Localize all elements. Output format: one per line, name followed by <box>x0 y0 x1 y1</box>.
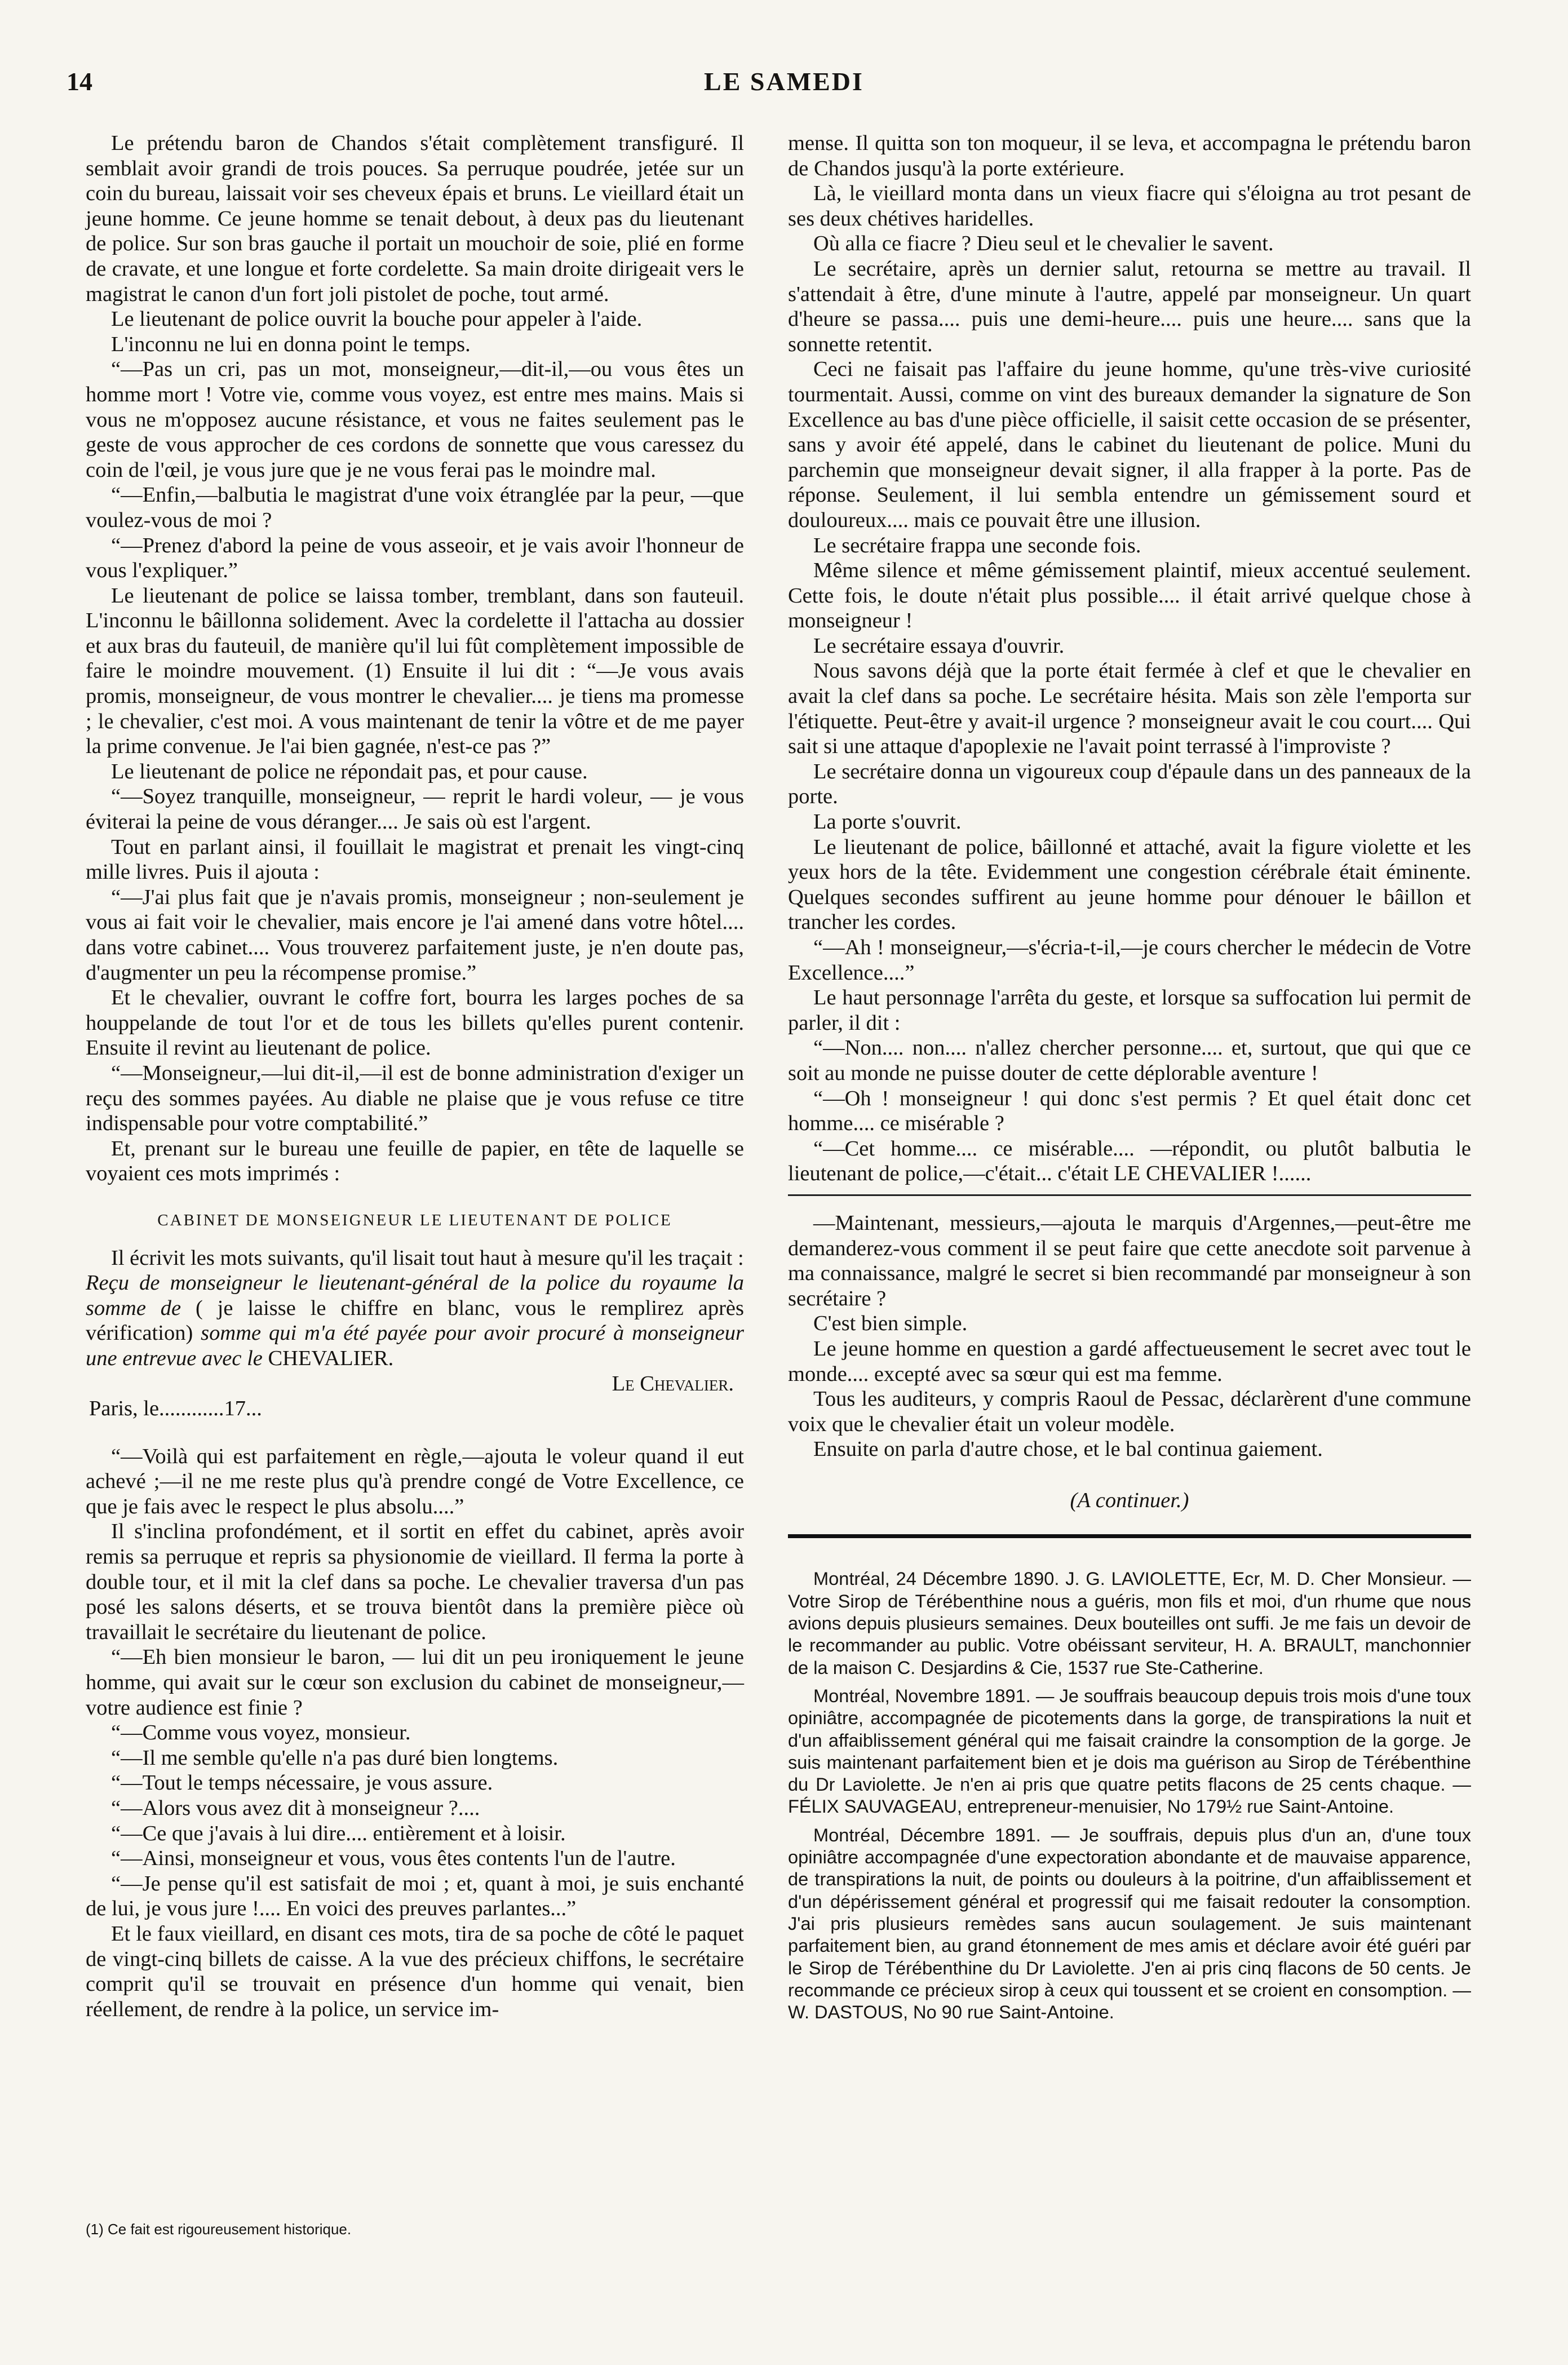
paragraph: L'inconnu ne lui en donna point le temps. <box>111 332 471 356</box>
paragraph: “—Tout le temps nécessaire, je vous assure. <box>111 1771 493 1795</box>
testimonial-ad: Montréal, Décembre 1891. — Je souffrais, depuis plus d'un an, d'une toux opiniâtre accompagnée d'une expectoration abondante et de mauvaise apparence, de transpirations la nuit, de points ou douleurs à la poitrine, d'un affaiblissement et d'un dépérissement général et progressif qui me faisait redouter la consomption. J'ai pris plusieurs remèdes sans aucun soulagement. Je suis maintenant parfaitement bien, au grand étonnement de mes amis et déclare avoir été guéri par le Sirop de Térébenthine du Dr Laviolette. J'en ai pris cinq flacons de 50 cents. Je recommande ce précieux sirop à ceux qui toussent et se croient en consomption. — W. DASTOUS, No 90 rue Saint-Antoine. <box>788 1824 1471 2023</box>
paragraph: Le haut personnage l'arrêta du geste, et lorsque sa suffocation lui permit de parler, il dit : <box>788 986 1471 1035</box>
paragraph: “—Eh bien monsieur le baron, — lui dit un peu ironiquement le jeune homme, qui avait sur le cœur son exclusion du cabinet de monseigneur,—votre audience est finie ? <box>86 1645 744 1720</box>
paragraph: Le secrétaire donna un vigoureux coup d'épaule dans un des panneaux de la porte. <box>788 759 1471 809</box>
testimonial-ad: Montréal, Novembre 1891. — Je souffrais beaucoup depuis trois mois d'une toux opiniâtre, accompagnée de picotements dans la gorge, de transpirations la nuit et d'un affaiblissement général qui me faisait craindre la consomption de la gorge. Je suis maintenant parfaitement bien et je dois ma guérison au Sirop de Térébenthine du Dr Laviolette. Je n'en ai pris que quatre petits flacons de 25 cents chaque. — FÉLIX SAUVAGEAU, entrepreneur-menuisier, No 179½ rue Saint-Antoine. <box>788 1685 1471 1817</box>
receipt-text <box>86 1270 744 1371</box>
receipt-part-4: CHEVALIER. <box>262 1346 394 1370</box>
receipt-signature: Le Chevalier. <box>612 1371 734 1396</box>
paragraph: Tout en parlant ainsi, il fouillait le magistrat et prenait les vingt-cinq mille livres. Puis il ajouta : <box>86 835 744 884</box>
paragraph: Ceci ne faisait pas l'affaire du jeune homme, qu'une très-vive curiosité tourmentait. Aussi, comme on vint des bureaux demander la signature de Son Excellence au bas d'une pièce officielle, il saisit cette occasion de se présenter, sans y avoir été appelé, dans le cabinet du lieutenant de police. Muni du parchemin que monseigneur devait signer, il alla frapper à la porte. Pas de réponse. Seulement, il lui sembla entendre un gémissement sourd et douloureux.... mais ce pouvait être une illusion. <box>788 357 1471 532</box>
paragraph: “—Ah ! monseigneur,—s'écria-t-il,—je cours chercher le médecin de Votre Excellence....” <box>788 936 1471 985</box>
right-column <box>788 131 1471 2029</box>
paragraph: Nous savons déjà que la porte était fermée à clef et que le chevalier en avait la clef dans sa poche. Le secrétaire hésita. Mais son zèle l'emporta sur l'étiquette. Peut-être y avait-il urgence ? monseigneur avait le cou court.... Qui sait si une attaque d'apoplexie ne l'avait point terrassé à l'improviste ? <box>788 659 1471 759</box>
paragraph: Le prétendu baron de Chandos s'était complètement transfiguré. Il semblait avoir grandi de trois pouces. Sa perruque poudrée, jetée sur un coin du bureau, laissait voir ses cheveux épais et bruns. Le vieillard était un jeune homme. Ce jeune homme se tenait debout, à deux pas du lieutenant de police. Sur son bras gauche il portait un mouchoir de soie, plié en forme de cravate, et une longue et forte cordelette. Sa main droite dirigeait vers le magistrat le canon d'un fort joli pistolet de poche, tout armé. <box>86 131 744 306</box>
receipt-part-2: ( je laisse le chiffre en blanc, vous le remplirez après vérification) <box>86 1296 744 1345</box>
paragraph: “—Il me semble qu'elle n'a pas duré bien longtems. <box>111 1746 559 1770</box>
paragraph: —Maintenant, messieurs,—ajouta le marquis d'Argennes,—peut-être me demanderez-vous comment il se peut faire que cette anecdote soit parvenue à ma connaissance, malgré le secret si bien recommandé par monseigneur à son secrétaire ? <box>788 1211 1471 1310</box>
paragraph: Le jeune homme en question a gardé affectueusement le secret avec tout le monde.... excepté avec sa sœur qui est ma femme. <box>788 1336 1471 1386</box>
right-paragraphs-b <box>788 1211 1471 1462</box>
paragraph: “—Enfin,—balbutia le magistrat d'une voix étranglée par la peur, —que voulez-vous de moi ? <box>86 483 744 532</box>
paragraph: Le lieutenant de police ouvrit la bouche pour appeler à l'aide. <box>111 307 643 331</box>
paragraph: “—J'ai plus fait que je n'avais promis, monseigneur ; non-seulement je vous ai fait voir le chevalier, mais encore je l'ai amené dans votre hôtel.... dans votre cabinet.... Vous trouverez parfaitement juste, je n'en doute pas, d'augmenter un peu la récompense promise.” <box>86 885 744 985</box>
receipt-part-1: Reçu de monseigneur le lieutenant-général de la police du royaume la somme de <box>86 1271 744 1320</box>
paragraph: Même silence et même gémissement plaintif, mieux accentué seulement. Cette fois, le doute n'était plus possible.... il était arrivé quelque chose à monseigneur ! <box>788 559 1471 633</box>
paragraph: “—Ce que j'avais à lui dire.... entièrement et à loisir. <box>111 1821 566 1845</box>
paris-date-line: Paris, le............17... <box>89 1397 262 1421</box>
paragraph: Et, prenant sur le bureau une feuille de papier, en tête de laquelle se voyaient ces mots imprimés : <box>86 1136 744 1186</box>
paragraph: “—Je pense qu'il est satisfait de moi ; et, quant à moi, je suis enchanté de lui, je vous jure !.... En voici des preuves parlantes...” <box>86 1871 744 1921</box>
left-paragraphs-a <box>86 131 744 1186</box>
paragraph: “—Voilà qui est parfaitement en règle,—ajouta le voleur quand il eut achevé ;—il ne me reste plus qu'à prendre congé de Votre Excellence, ce que je fais avec le respect le plus absolu....” <box>86 1444 744 1518</box>
receipt-part-3: somme qui m'a été payée pour avoir procuré à monseigneur une entrevue avec le <box>86 1321 744 1370</box>
paragraph: “—Pas un cri, pas un mot, monseigneur,—dit-il,—ou vous êtes un homme mort ! Votre vie, comme vous voyez, est entre mes mains. Mais si vous ne m'opposez aucune résistance, et vous ne faites seulement pas le geste de vous approcher de ces cordons de sonnette que vous caressez du coin de l'œil, je vous jure que je ne vous ferai pas le moindre mal. <box>86 357 744 482</box>
paragraph: “—Cet homme.... ce misérable.... —répondit, ou plutôt balbutia le lieutenant de police,—c'était... c'était LE CHEVALIER !...... <box>788 1136 1471 1186</box>
paragraph: Le secrétaire frappa une seconde fois. <box>813 533 1141 557</box>
paragraph: Là, le vieillard monta dans un vieux fiacre qui s'éloigna au trot pesant de ses deux chétives haridelles. <box>788 181 1471 231</box>
paragraph: “—Non.... non.... n'allez chercher personne.... et, surtout, que qui que ce soit au monde ne puisse douter de cette déplorable aventure ! <box>788 1036 1471 1085</box>
page-number: 14 <box>67 67 92 96</box>
advertisement-divider <box>788 1534 1471 1538</box>
paragraph: Le secrétaire essaya d'ouvrir. <box>813 634 1065 658</box>
section-divider <box>788 1194 1471 1196</box>
paragraph: mense. Il quitta son ton moqueur, il se leva, et accompagna le prétendu baron de Chandos jusqu'à la porte extérieure. <box>788 131 1471 180</box>
paragraph: “—Monseigneur,—lui dit-il,—il est de bonne administration d'exiger un reçu des sommes payées. Au diable ne plaise que je vous refuse ce titre indispensable pour votre comptabilité.” <box>86 1061 744 1136</box>
paragraph: Où alla ce fiacre ? Dieu seul et le chevalier le savent. <box>813 232 1274 256</box>
cabinet-heading: CABINET DE MONSEIGNEUR LE LIEUTENANT DE POLICE <box>157 1211 672 1229</box>
page-title: LE SAMEDI <box>704 67 864 96</box>
to-be-continued: (A continuer.) <box>1070 1488 1189 1512</box>
right-paragraphs-a <box>788 131 1471 1186</box>
paragraph: Le secrétaire, après un dernier salut, retourna se mettre au travail. Il s'attendait à être, d'une minute à l'autre, appelé par monseigneur. Un quart d'heure se passa.... puis une demi-heure.... puis une heure.... sans que la sonnette retentit. <box>788 256 1471 356</box>
paragraph: “—Prenez d'abord la peine de vous asseoir, et je vais avoir l'honneur de vous l'expliquer.” <box>86 533 744 583</box>
left-paragraphs-b <box>86 1444 744 2022</box>
paragraph: Le lieutenant de police ne répondait pas, et pour cause. <box>111 759 588 783</box>
paragraph: “—Ainsi, monseigneur et vous, vous êtes contents l'un de l'autre. <box>111 1846 676 1871</box>
paragraph: La porte s'ouvrit. <box>813 810 962 834</box>
footnote: (1) Ce fait est rigoureusement historique. <box>86 2221 352 2238</box>
testimonial-ad: Montréal, 24 Décembre 1890. J. G. LAVIOLETTE, Ecr, M. D. Cher Monsieur. — Votre Sirop de Térébenthine nous a guéris, mon fils et moi, d'un rhume que nous avions depuis plusieurs semaines. Deux bouteilles ont suffi. Je me fais un devoir de le recommander au public. Votre obéissant serviteur, H. A. BRAULT, manchonnier de la maison C. Desjardins & Cie, 1537 rue Ste-Catherine. <box>788 1568 1471 1678</box>
paragraph: Il s'inclina profondément, et il sortit en effet du cabinet, après avoir remis sa perruque et repris sa physionomie de vieillard. Il ferma la porte à double tour, et il mit la clef dans sa poche. Le chevalier traversa d'un pas posé les salons déserts, et se trouva bientôt dans la première pièce où travaillait le secrétaire du lieutenant de police. <box>86 1520 744 1644</box>
paragraph: “—Comme vous voyez, monsieur. <box>111 1721 411 1745</box>
paragraph: “—Soyez tranquille, monseigneur, — reprit le hardi voleur, — je vous éviterai la peine de vous déranger.... Je sais où est l'argent. <box>86 785 744 834</box>
paragraph-before-receipt: Il écrivit les mots suivants, qu'il lisait tout haut à mesure qu'il les traçait : <box>111 1246 744 1270</box>
advertisements <box>788 1567 1471 2023</box>
paragraph: Le lieutenant de police se laissa tomber, tremblant, dans son fauteuil. L'inconnu le bâillonna solidement. Avec la cordelette il l'attacha au dossier et aux bras du fauteuil, de manière qu'il lui fût complètement impossible de faire le moindre mouvement. (1) Ensuite il lui dit : “—Je vous avais promis, monseigneur, de vous montrer le chevalier.... je tiens ma promesse ; le chevalier, c'est moi. A vous maintenant de tenir la vôtre et de me payer la prime convenue. Je l'ai bien gagnée, n'est-ce pas ?” <box>86 583 744 759</box>
paragraph: Et le faux vieillard, en disant ces mots, tira de sa poche de côté le paquet de vingt-cinq billets de caisse. A la vue des précieux chiffons, le secrétaire comprit qu'il se trouvait en présence d'un homme qui venait, bien réellement, de rendre à la police, un service im- <box>86 1921 744 2021</box>
paragraph: “—Alors vous avez dit à monseigneur ?.... <box>111 1796 480 1820</box>
paragraph: Et le chevalier, ouvrant le coffre fort, bourra les larges poches de sa houppelande de tout l'or et de tous les billets qu'elles purent contenir. Ensuite il revint au lieutenant de police. <box>86 986 744 1060</box>
paragraph: C'est bien simple. <box>813 1312 968 1336</box>
paragraph: “—Oh ! monseigneur ! qui donc s'est permis ? Et quel était donc cet homme.... ce misérable ? <box>788 1086 1471 1136</box>
paragraph: Le lieutenant de police, bâillonné et attaché, avait la figure violette et les yeux hors de la tête. Evidemment une congestion cérébrale était éminente. Quelques secondes suffirent au jeune homme pour dénouer le bâillon et trancher les cordes. <box>788 835 1471 935</box>
paragraph: Ensuite on parla d'autre chose, et le bal continua gaiement. <box>813 1437 1323 1461</box>
left-column <box>86 131 744 2022</box>
paragraph: Tous les auditeurs, y compris Raoul de Pessac, déclarèrent d'une commune voix que le chevalier était un voleur modèle. <box>788 1387 1471 1436</box>
